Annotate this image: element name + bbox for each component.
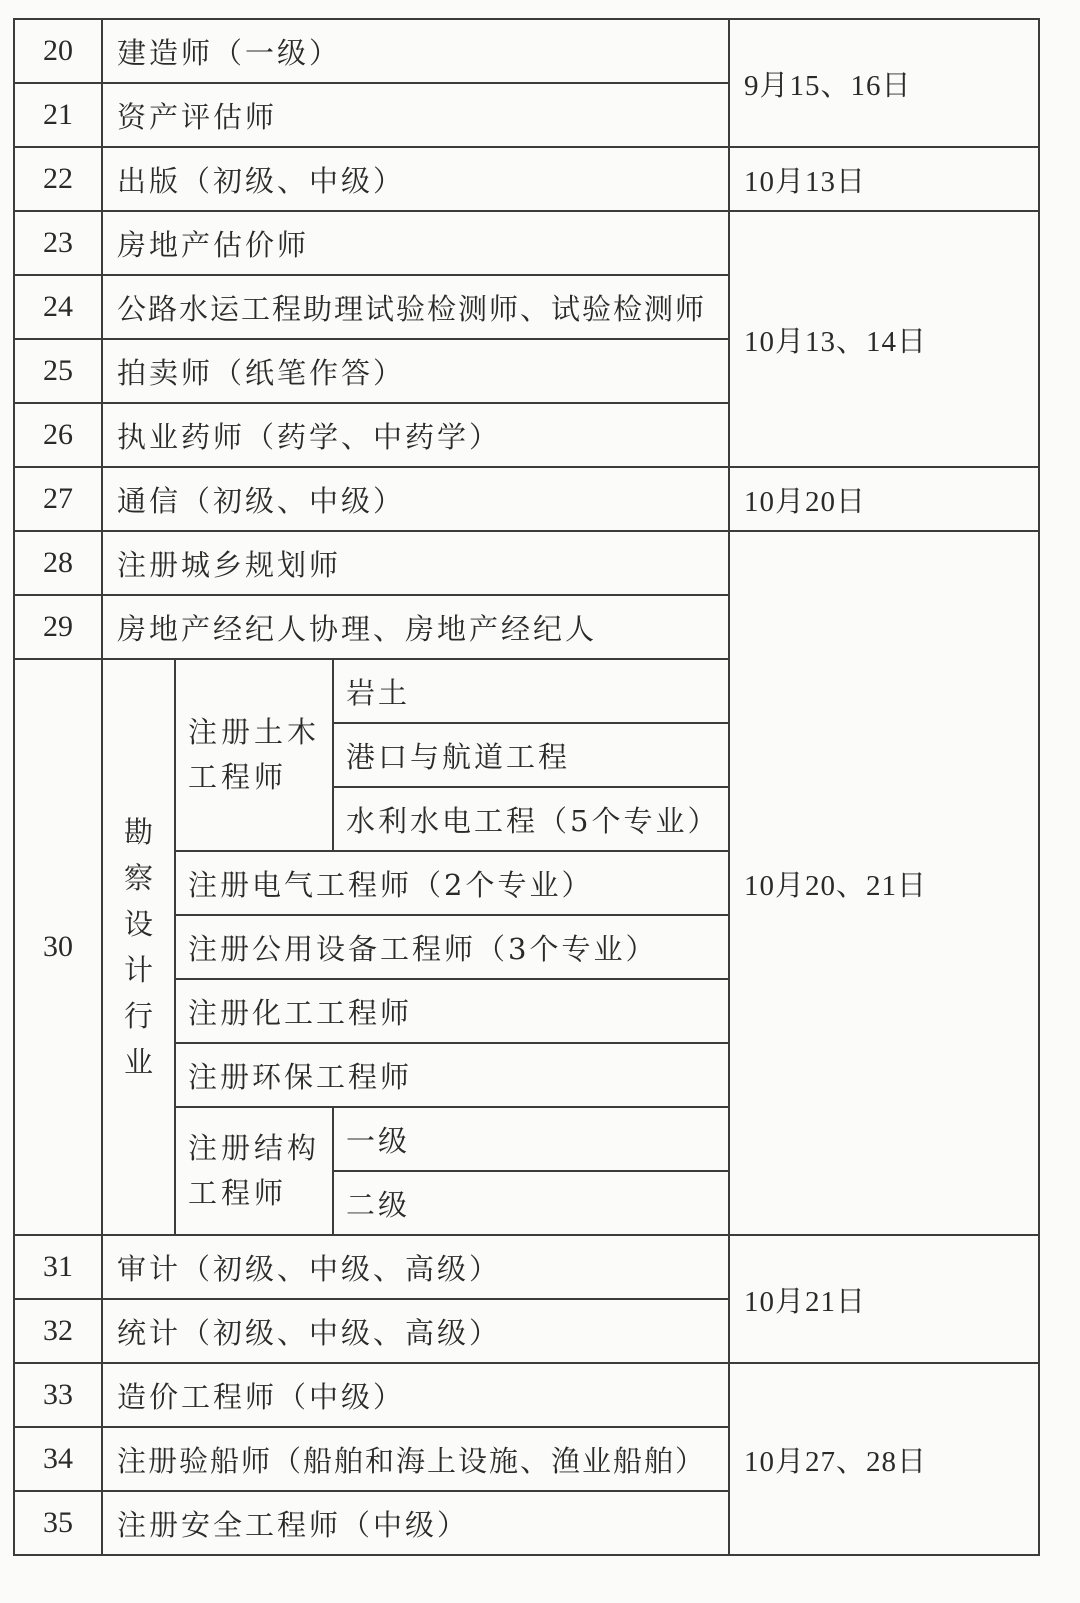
exam-subitem: 注册环保工程师 (175, 1043, 729, 1107)
exam-schedule-table (13, 18, 1040, 1556)
civil-specialty: 港口与航道工程 (333, 723, 729, 787)
civil-specialty: 岩土 (333, 659, 729, 723)
civil-engineer-label: 注册土木工程师 (175, 659, 333, 851)
row-number: 23 (14, 211, 102, 275)
exam-name: 资产评估师 (102, 83, 729, 147)
exam-name: 执业药师（药学、中药学） (102, 403, 729, 467)
exam-name: 房地产估价师 (102, 211, 729, 275)
row-number: 35 (14, 1491, 102, 1555)
exam-name: 出版（初级、中级） (102, 147, 729, 211)
exam-subitem: 注册电气工程师（2个专业） (175, 851, 729, 915)
table-row (14, 1363, 1039, 1427)
exam-name: 拍卖师（纸笔作答） (102, 339, 729, 403)
exam-name: 建造师（一级） (102, 19, 729, 83)
row-number: 24 (14, 275, 102, 339)
row-number: 20 (14, 19, 102, 83)
row-number: 34 (14, 1427, 102, 1491)
table-row (14, 211, 1039, 275)
structural-level: 二级 (333, 1171, 729, 1235)
exam-date: 10月27、28日 (729, 1363, 1039, 1555)
structural-engineer-label: 注册结构工程师 (175, 1107, 333, 1235)
row-number: 30 (14, 659, 102, 1235)
exam-name: 注册验船师（船舶和海上设施、渔业船舶） (102, 1427, 729, 1491)
row-number: 21 (14, 83, 102, 147)
row-number: 26 (14, 403, 102, 467)
table-row (14, 531, 1039, 595)
vertical-text: 勘察设计行业 (123, 815, 153, 1079)
exam-subitem: 注册化工工程师 (175, 979, 729, 1043)
row-number: 29 (14, 595, 102, 659)
row-number: 33 (14, 1363, 102, 1427)
row-number: 25 (14, 339, 102, 403)
exam-date: 10月13、14日 (729, 211, 1039, 467)
exam-date: 10月21日 (729, 1235, 1039, 1363)
exam-date: 10月13日 (729, 147, 1039, 211)
exam-name: 统计（初级、中级、高级） (102, 1299, 729, 1363)
row-number: 28 (14, 531, 102, 595)
table-row (14, 467, 1039, 531)
exam-name: 注册城乡规划师 (102, 531, 729, 595)
exam-subitem: 注册公用设备工程师（3个专业） (175, 915, 729, 979)
structural-level: 一级 (333, 1107, 729, 1171)
exam-date: 10月20日 (729, 467, 1039, 531)
exam-name: 造价工程师（中级） (102, 1363, 729, 1427)
exam-name: 通信（初级、中级） (102, 467, 729, 531)
row-number: 32 (14, 1299, 102, 1363)
exam-date: 9月15、16日 (729, 19, 1039, 147)
industry-group-label (102, 659, 175, 1235)
row-number: 22 (14, 147, 102, 211)
row-number: 31 (14, 1235, 102, 1299)
table-row (14, 147, 1039, 211)
exam-name: 注册安全工程师（中级） (102, 1491, 729, 1555)
exam-date: 10月20、21日 (729, 531, 1039, 1235)
exam-name: 房地产经纪人协理、房地产经纪人 (102, 595, 729, 659)
exam-name: 审计（初级、中级、高级） (102, 1235, 729, 1299)
exam-name: 公路水运工程助理试验检测师、试验检测师 (102, 275, 729, 339)
table-row (14, 19, 1039, 83)
civil-specialty: 水利水电工程（5个专业） (333, 787, 729, 851)
row-number: 27 (14, 467, 102, 531)
table-row (14, 1235, 1039, 1299)
